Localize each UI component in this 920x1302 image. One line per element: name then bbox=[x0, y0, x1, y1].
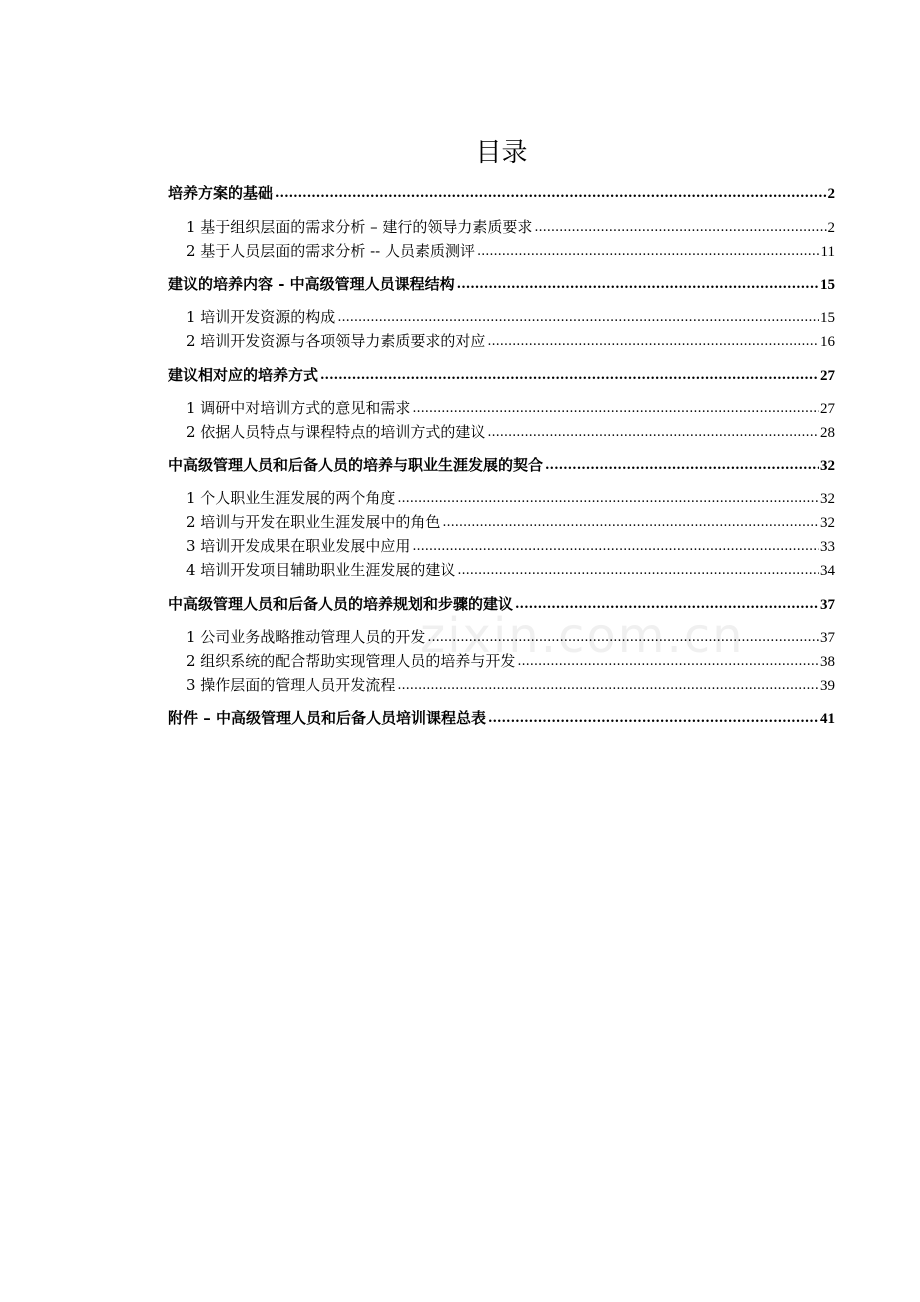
toc-entry-label: 附件 – 中高级管理人员和后备人员培训课程总表 bbox=[168, 709, 486, 727]
toc-entry-level-1[interactable] bbox=[168, 455, 835, 475]
page-title: 目录 bbox=[475, 138, 528, 168]
toc-entry-level-1[interactable] bbox=[168, 274, 835, 294]
dot-leader bbox=[477, 241, 820, 261]
toc-entry-page: 32 bbox=[820, 515, 835, 531]
toc-entry-label: 培养方案的基础 bbox=[168, 184, 274, 202]
dot-leader bbox=[488, 708, 819, 728]
dot-leader bbox=[397, 488, 819, 508]
toc-entry-level-2[interactable] bbox=[186, 560, 835, 580]
toc-entry-page: 32 bbox=[820, 491, 835, 507]
toc-entry-label: 1 公司业务战略推动管理人员的开发 bbox=[186, 628, 426, 646]
toc-entry-level-2[interactable] bbox=[186, 241, 835, 261]
toc-entry-label: 2 基于人员层面的需求分析 -- 人员素质测评 bbox=[186, 242, 475, 260]
dot-leader bbox=[412, 398, 819, 418]
dot-leader bbox=[487, 331, 819, 351]
toc-entry-level-2[interactable] bbox=[186, 331, 835, 351]
dot-leader bbox=[320, 365, 819, 385]
toc-entry-page: 15 bbox=[820, 277, 835, 293]
toc-entry-level-2[interactable] bbox=[186, 675, 835, 695]
toc-entry-label: 中高级管理人员和后备人员的培养规划和步骤的建议 bbox=[168, 595, 514, 613]
toc-entry-page: 27 bbox=[820, 368, 835, 384]
toc-entry-level-2[interactable] bbox=[186, 422, 835, 442]
toc-entry-level-2[interactable] bbox=[186, 217, 835, 237]
toc-entry-level-2[interactable] bbox=[186, 488, 835, 508]
dot-leader bbox=[545, 455, 819, 475]
dot-leader bbox=[275, 183, 826, 203]
toc-entry-page: 34 bbox=[820, 563, 835, 579]
toc-entry-level-2[interactable] bbox=[186, 512, 835, 532]
toc-entry-page: 38 bbox=[820, 654, 835, 670]
dot-leader bbox=[397, 675, 819, 695]
toc-entry-page: 16 bbox=[820, 334, 835, 350]
toc-entry-page: 2 bbox=[827, 186, 835, 202]
toc-entry-page: 41 bbox=[820, 711, 835, 727]
toc-entry-level-2[interactable] bbox=[186, 627, 835, 647]
toc-entry-label: 中高级管理人员和后备人员的培养与职业生涯发展的契合 bbox=[168, 456, 544, 474]
toc-entry-label: 3 操作层面的管理人员开发流程 bbox=[186, 676, 396, 694]
toc-entry-level-1[interactable] bbox=[168, 708, 835, 728]
toc-entry-level-1[interactable] bbox=[168, 183, 835, 203]
toc-entry-level-2[interactable] bbox=[186, 536, 835, 556]
dot-leader bbox=[457, 274, 819, 294]
dot-leader bbox=[412, 536, 819, 556]
toc-entry-level-2[interactable] bbox=[186, 307, 835, 327]
dot-leader bbox=[337, 307, 819, 327]
toc-entry-label: 4 培训开发项目辅助职业生涯发展的建议 bbox=[186, 561, 456, 579]
dot-leader bbox=[427, 627, 819, 647]
toc-entry-label: 1 调研中对培训方式的意见和需求 bbox=[186, 399, 411, 417]
toc-entry-label: 1 培训开发资源的构成 bbox=[186, 308, 336, 326]
toc-entry-page: 28 bbox=[820, 425, 835, 441]
dot-leader bbox=[457, 560, 819, 580]
dot-leader bbox=[487, 422, 819, 442]
dot-leader bbox=[517, 651, 819, 671]
toc-entry-page: 39 bbox=[820, 678, 835, 694]
toc-entry-label: 2 依据人员特点与课程特点的培训方式的建议 bbox=[186, 423, 486, 441]
toc-entry-level-1[interactable] bbox=[168, 365, 835, 385]
toc-entry-label: 3 培训开发成果在职业发展中应用 bbox=[186, 537, 411, 555]
toc-entry-page: 11 bbox=[820, 244, 835, 260]
toc-entry-page: 37 bbox=[820, 597, 835, 613]
toc-entry-level-2[interactable] bbox=[186, 398, 835, 418]
toc-entry-label: 2 培训与开发在职业生涯发展中的角色 bbox=[186, 513, 441, 531]
toc-entry-label: 1 个人职业生涯发展的两个角度 bbox=[186, 489, 396, 507]
dot-leader bbox=[515, 594, 819, 614]
toc-entry-page: 37 bbox=[820, 630, 835, 646]
toc-entry-page: 2 bbox=[827, 220, 835, 236]
toc-entry-level-2[interactable] bbox=[186, 651, 835, 671]
toc-entry-page: 33 bbox=[820, 539, 835, 555]
toc-entry-label: 建议的培养内容 - 中高级管理人员课程结构 bbox=[168, 275, 455, 293]
dot-leader bbox=[534, 217, 826, 237]
dot-leader bbox=[442, 512, 819, 532]
toc-entry-level-1[interactable] bbox=[168, 594, 835, 614]
toc-entry-page: 15 bbox=[820, 310, 835, 326]
toc-entry-page: 27 bbox=[820, 401, 835, 417]
toc-entry-label: 2 培训开发资源与各项领导力素质要求的对应 bbox=[186, 332, 486, 350]
toc-entry-label: 1 基于组织层面的需求分析 – 建行的领导力素质要求 bbox=[186, 218, 533, 236]
toc-entry-label: 2 组织系统的配合帮助实现管理人员的培养与开发 bbox=[186, 652, 516, 670]
toc-entry-label: 建议相对应的培养方式 bbox=[168, 366, 319, 384]
watermark: zixin.com.cn bbox=[420, 608, 745, 664]
toc-entry-page: 32 bbox=[820, 458, 835, 474]
